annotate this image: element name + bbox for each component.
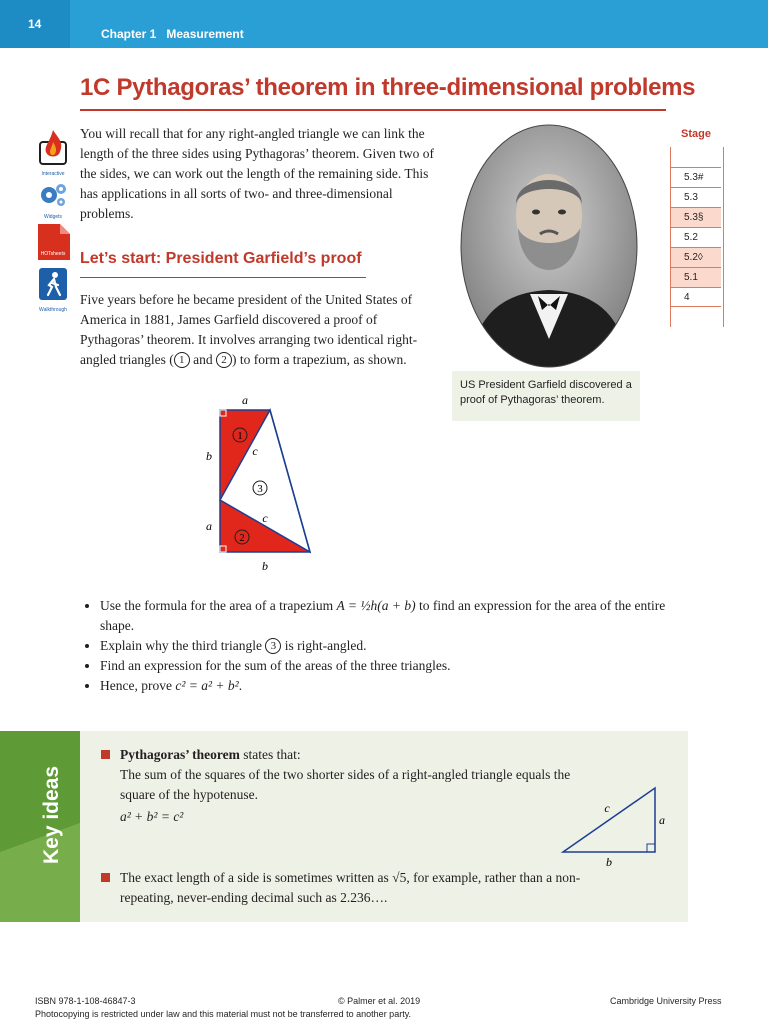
key-idea-1: Pythagoras’ theorem states that: The sum of the squares of the two shorter sides of a right-angled triangle equals the square of the hypotenuse. a² + b² = c² bbox=[101, 745, 581, 827]
stage-label: Stage bbox=[681, 128, 711, 140]
label-c-1: c bbox=[252, 444, 258, 458]
label-b-left: b bbox=[206, 449, 212, 463]
key-idea-2: The exact length of a side is sometimes written as √5, for example, rather than a non-repeating, never-ending decimal such as 2.236…. bbox=[101, 868, 581, 908]
title-rule bbox=[80, 109, 666, 111]
stage-cell: 5.3§ bbox=[671, 207, 721, 227]
task-list bbox=[80, 596, 680, 696]
stage-cell: 5.2 bbox=[671, 227, 721, 247]
circle-3: 3 bbox=[265, 638, 281, 654]
gears-icon bbox=[36, 181, 70, 209]
garfield-paragraph bbox=[80, 290, 442, 370]
circle-2: 2 bbox=[216, 352, 232, 368]
tri-label-c: c bbox=[604, 801, 610, 815]
footer-isbn: ISBN 978-1-108-46847-3 bbox=[35, 996, 136, 1006]
footer-publisher: Cambridge University Press bbox=[610, 996, 722, 1006]
key-ideas-label: Key ideas bbox=[40, 765, 63, 865]
right-triangle-diagram bbox=[555, 780, 675, 870]
bullet-square bbox=[101, 750, 110, 759]
walkthrough-link[interactable] bbox=[36, 268, 70, 313]
flame-icon bbox=[36, 128, 70, 166]
footer-copyright: © Palmer et al. 2019 bbox=[338, 996, 421, 1006]
key-formula: a² + b² = c² bbox=[120, 809, 184, 824]
circle-1: 1 bbox=[174, 352, 190, 368]
key-term: Pythagoras’ theorem bbox=[120, 747, 240, 762]
portrait-caption: US President Garfield discovered a proof of Pythagoras’ theorem. bbox=[452, 371, 640, 421]
bullet-square bbox=[101, 873, 110, 882]
list-item: • Explain why the third triangle 3 is right-angled. bbox=[100, 636, 680, 656]
lets-start-heading: Let’s start: President Garfield’s proof bbox=[80, 250, 362, 267]
trapezium-diagram bbox=[195, 390, 325, 575]
walkthrough-label: Walkthrough bbox=[39, 307, 67, 313]
stage-cell: 4 bbox=[671, 287, 721, 307]
chapter-heading bbox=[101, 27, 254, 41]
stage-cell: 5.3# bbox=[671, 167, 721, 187]
label-a-left: a bbox=[206, 519, 212, 533]
intro-paragraph: You will recall that for any right-angled triangle we can link the length of the three sides using Pythagoras’ theorem. Given two of the sides, we can work out the length of the remaining side. This has applications in all sorts of two- and three-dimensional problems. bbox=[80, 126, 435, 221]
portrait-image bbox=[460, 124, 638, 368]
lets-start-rule bbox=[80, 277, 366, 278]
widgets-label: Widgets bbox=[43, 214, 63, 220]
chapter-title: Measurement bbox=[166, 27, 244, 41]
tri-label-b: b bbox=[606, 855, 612, 869]
trapezium-formula: A = ½h(a + b) bbox=[336, 598, 416, 613]
page-number: 14 bbox=[0, 0, 70, 48]
garfield-text-b: ) to form a trapezium, as shown. bbox=[231, 352, 407, 367]
interactive-label: Interactive bbox=[41, 171, 65, 177]
hotsheets-link[interactable] bbox=[36, 224, 70, 265]
list-item: • Use the formula for the area of a trapezium A = ½h(a + b) to find an expression for the area of the entire shape. bbox=[100, 596, 680, 636]
interactive-link[interactable] bbox=[36, 128, 70, 177]
num-3: 3 bbox=[257, 483, 263, 495]
key-idea-statement: The sum of the squares of the two shorter sides of a right-angled triangle equals the square of the hypotenuse. bbox=[120, 767, 571, 802]
num-2: 2 bbox=[239, 532, 245, 544]
label-a-top: a bbox=[242, 393, 248, 407]
stage-cell: 5.3 bbox=[671, 187, 721, 207]
stage-cell: 5.1 bbox=[671, 267, 721, 287]
stage-cell: 5.2◊ bbox=[671, 247, 721, 267]
widgets-link[interactable] bbox=[36, 181, 70, 220]
hotsheets-label: HOTsheets bbox=[40, 251, 66, 257]
garfield-text-a: Five years before he became president of the United States of America in 1881, James Garfield discovered a proof of Pythagoras’ theorem. It involves arranging two identical right-angled triangles ( bbox=[80, 292, 418, 367]
list-item: • Hence, prove c² = a² + b². bbox=[100, 676, 680, 696]
num-1: 1 bbox=[237, 430, 243, 442]
footer-notice: Photocopying is restricted under law and this material must not be transferred to another party. bbox=[35, 1009, 412, 1019]
label-c-2: c bbox=[262, 511, 268, 525]
walkthrough-icon bbox=[36, 268, 70, 302]
pythagoras-formula: c² = a² + b² bbox=[175, 678, 239, 693]
garfield-portrait bbox=[460, 124, 638, 368]
tri-label-a: a bbox=[659, 813, 665, 827]
list-item: • Find an expression for the sum of the areas of the three triangles. bbox=[100, 656, 680, 676]
and-text: and bbox=[193, 352, 213, 367]
label-b-bottom: b bbox=[262, 559, 268, 573]
section-title: 1C Pythagoras’ theorem in three-dimensional problems bbox=[80, 74, 696, 101]
chapter-number: Chapter 1 bbox=[101, 27, 157, 41]
